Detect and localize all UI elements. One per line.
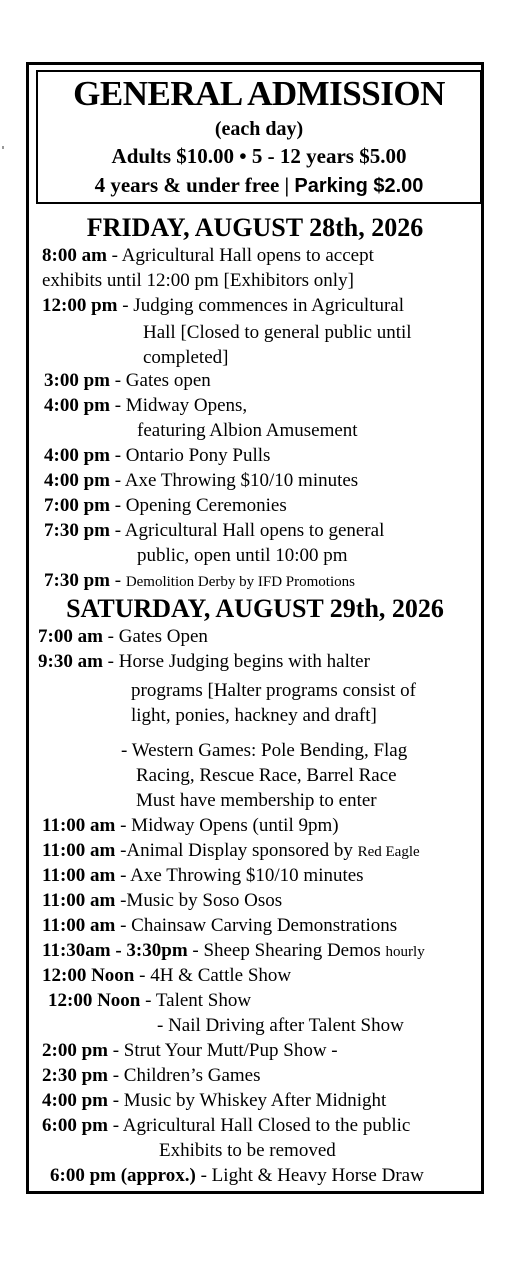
event-line [44, 519, 384, 543]
event-text: - Sheep Shearing Demos [187, 940, 386, 961]
event-line [42, 1039, 338, 1063]
event-text: - Agricultural Hall Closed to the public [107, 1115, 411, 1136]
event-text: Exhibits to be removed [159, 1140, 336, 1161]
event-time: 7:00 pm [44, 495, 110, 516]
event-line [42, 1114, 410, 1138]
event-text: - Gates open [109, 370, 211, 391]
event-text: - Western Games: Pole Bending, Flag [121, 740, 408, 761]
event-time: 7:30 pm [44, 570, 110, 591]
event-small-text: Red Eagle [357, 844, 420, 860]
event-text: - Children’s Games [107, 1065, 261, 1086]
event-time: 2:00 pm [42, 1040, 108, 1061]
event-time: 7:00 am [38, 626, 103, 647]
free-text: 4 years & under free | [94, 173, 295, 197]
event-time: 11:00 am [42, 890, 116, 911]
event-time: 12:00 Noon [48, 990, 141, 1011]
event-line [143, 321, 412, 345]
event-time: 4:00 pm [42, 1090, 108, 1111]
event-text: Racing, Rescue Race, Barrel Race [136, 765, 397, 786]
event-time: 11:00 am [42, 865, 116, 886]
event-text: - Talent Show [140, 990, 252, 1011]
scan-mark [2, 146, 4, 149]
event-line [44, 494, 287, 518]
event-small-text: hourly [385, 944, 425, 960]
event-text: - 4H & Cattle Show [134, 965, 292, 986]
event-small-text: Demolition Derby by IFD Promotions [125, 574, 355, 590]
event-text: - Axe Throwing $10/10 minutes [109, 470, 359, 491]
event-line [50, 1164, 424, 1188]
event-line [44, 444, 270, 468]
event-text: exhibits until 12:00 pm [Exhibitors only] [42, 270, 354, 291]
event-line [44, 369, 211, 393]
event-time: 4:00 pm [44, 395, 110, 416]
event-line [121, 739, 407, 763]
event-text: Hall [Closed to general public until [143, 322, 412, 343]
event-text: - Horse Judging begins with halter [102, 651, 370, 672]
event-text: - Axe Throwing $10/10 minutes [115, 865, 364, 886]
event-text: - Ontario Pony Pulls [109, 445, 271, 466]
event-text: -Music by Soso Osos [115, 890, 283, 911]
event-text: - [109, 570, 126, 591]
event-line [42, 294, 404, 318]
event-text: - Chainsaw Carving Demonstrations [115, 915, 398, 936]
event-text: - Midway Opens (until 9pm) [115, 815, 339, 836]
event-line [48, 989, 251, 1013]
event-line [137, 419, 358, 443]
event-line [42, 914, 397, 938]
event-time: 2:30 pm [42, 1065, 108, 1086]
parking-price: Parking $2.00 [294, 175, 424, 197]
event-line [42, 1064, 261, 1088]
event-text: - Judging commences in Agricultural [117, 295, 405, 316]
event-line [42, 244, 374, 268]
friday-heading: FRIDAY, AUGUST 28th, 2026 [86, 213, 424, 242]
event-line [136, 789, 377, 813]
event-time: 9:30 am [38, 651, 103, 672]
event-line [159, 1139, 336, 1163]
event-line [157, 1014, 404, 1038]
event-time: 6:00 pm (approx.) [50, 1165, 196, 1186]
event-time: 8:00 am [42, 245, 107, 266]
event-line [131, 704, 377, 728]
event-line [42, 269, 354, 293]
event-text: completed] [143, 347, 229, 368]
admission-prices: Adults $10.00 • 5 - 12 years $5.00 [111, 144, 407, 168]
event-text: - Light & Heavy Horse Draw [195, 1165, 424, 1186]
event-line [143, 346, 228, 370]
event-time: 4:00 pm [44, 445, 110, 466]
event-line [42, 939, 425, 964]
event-text: - Gates Open [102, 626, 208, 647]
event-line [42, 889, 282, 913]
event-line [42, 964, 291, 988]
event-line [42, 839, 420, 864]
event-time: 12:00 Noon [42, 965, 135, 986]
event-time: 11:30am - 3:30pm [42, 940, 188, 961]
event-text: - Music by Whiskey After Midnight [107, 1090, 387, 1111]
event-line [38, 650, 370, 674]
event-text: -Animal Display sponsored by [115, 840, 358, 861]
event-text: featuring Albion Amusement [137, 420, 358, 441]
event-time: 11:00 am [42, 815, 116, 836]
event-text: - Agricultural Hall opens to general [109, 520, 385, 541]
saturday-heading: SATURDAY, AUGUST 29th, 2026 [66, 594, 444, 623]
event-text: - Opening Ceremonies [109, 495, 287, 516]
event-text: programs [Halter programs consist of [131, 680, 416, 701]
event-text: light, ponies, hackney and draft] [131, 705, 377, 726]
event-line [38, 625, 208, 649]
event-line [44, 569, 355, 594]
event-time: 4:00 pm [44, 470, 110, 491]
event-time: 7:30 pm [44, 520, 110, 541]
event-text: - Strut Your Mutt/Pup Show - [107, 1040, 338, 1061]
event-line [137, 544, 348, 568]
event-line [42, 814, 339, 838]
admission-subtitle: (each day) [214, 118, 304, 140]
event-time: 11:00 am [42, 915, 116, 936]
event-text: - Nail Driving after Talent Show [157, 1015, 404, 1036]
event-time: 12:00 pm [42, 295, 118, 316]
event-line [42, 864, 364, 888]
event-line [44, 469, 358, 493]
event-time: 11:00 am [42, 840, 116, 861]
event-time: 3:00 pm [44, 370, 110, 391]
event-text: Must have membership to enter [136, 790, 377, 811]
event-text: public, open until 10:00 pm [137, 545, 348, 566]
admission-title: GENERAL ADMISSION [73, 74, 445, 113]
admission-free-line [38, 172, 480, 199]
event-text: - Agricultural Hall opens to accept [106, 245, 374, 266]
event-time: 6:00 pm [42, 1115, 108, 1136]
event-text: - Midway Opens, [109, 395, 248, 416]
event-line [131, 679, 416, 703]
event-line [136, 764, 397, 788]
event-line [42, 1089, 386, 1113]
event-line [44, 394, 247, 418]
admission-box [36, 70, 482, 204]
